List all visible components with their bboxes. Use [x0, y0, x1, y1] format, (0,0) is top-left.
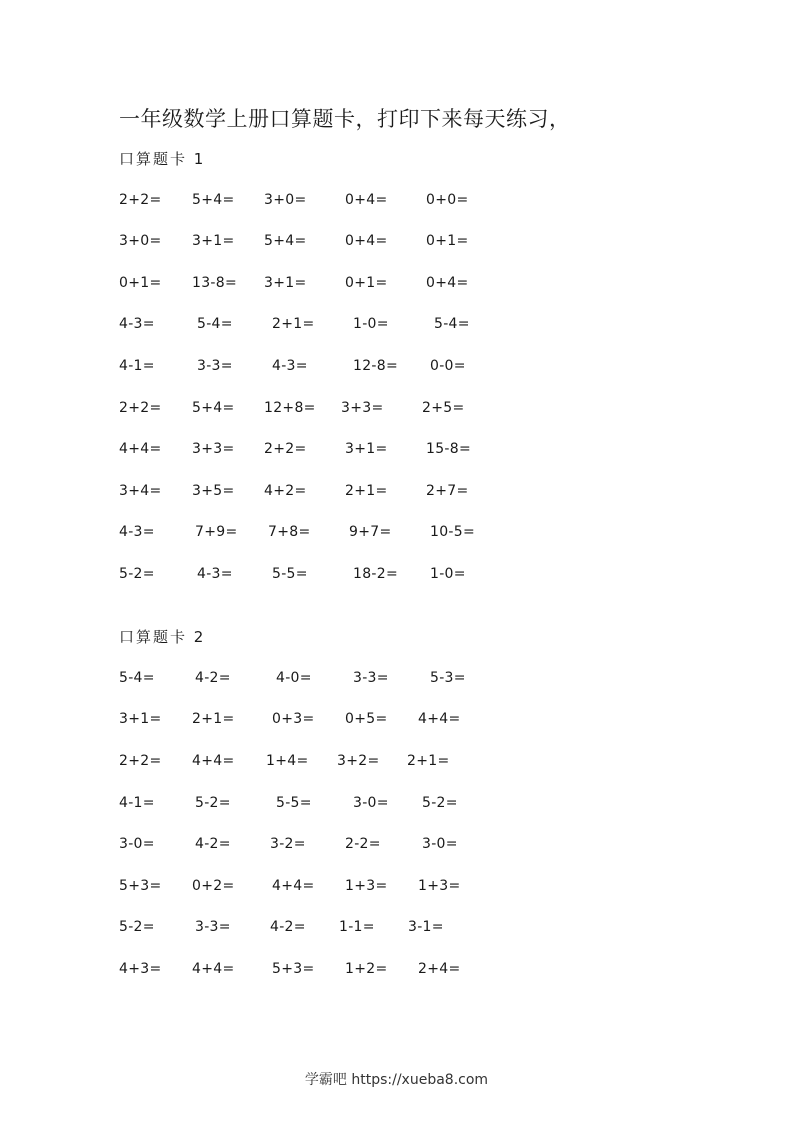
problem-item: 5-2= [195, 795, 231, 811]
problem-row [0, 563, 793, 585]
problem-item: 3+0= [119, 233, 162, 249]
problem-item: 0+4= [345, 233, 388, 249]
card-title: 口算题卡 1 [119, 150, 206, 168]
problem-item: 9+7= [349, 524, 392, 540]
problem-item: 2+2= [119, 753, 162, 769]
problem-item: 3-0= [353, 795, 389, 811]
footer-watermark: 学霸吧 https://xueba8.com [304, 1072, 489, 1088]
problem-row [0, 750, 793, 772]
problem-item: 18-2= [353, 566, 399, 582]
problem-row [0, 397, 793, 419]
problem-item: 3+3= [341, 400, 384, 416]
problem-item: 4+4= [192, 961, 235, 977]
problem-item: 2+2= [264, 441, 307, 457]
problem-item: 2+5= [422, 400, 465, 416]
problem-item: 3-1= [408, 919, 444, 935]
problem-item: 5+4= [192, 400, 235, 416]
problem-item: 4-3= [119, 524, 155, 540]
problem-item: 4-3= [197, 566, 233, 582]
problem-item: 2+2= [119, 192, 162, 208]
problem-item: 3+2= [337, 753, 380, 769]
problem-item: 4-2= [195, 670, 231, 686]
problem-item: 3-3= [197, 358, 233, 374]
problem-item: 4+4= [192, 753, 235, 769]
problem-row [0, 667, 793, 689]
problem-item: 3-2= [270, 836, 306, 852]
problem-row [0, 875, 793, 897]
problem-item: 0+0= [426, 192, 469, 208]
problem-item: 3-0= [119, 836, 155, 852]
problem-item: 2+1= [345, 483, 388, 499]
problem-item: 3+0= [264, 192, 307, 208]
problem-item: 2+7= [426, 483, 469, 499]
problem-item: 1-0= [353, 316, 389, 332]
problem-item: 2+4= [418, 961, 461, 977]
problem-item: 5-2= [422, 795, 458, 811]
problem-item: 4-1= [119, 795, 155, 811]
problem-item: 3+4= [119, 483, 162, 499]
problem-row [0, 916, 793, 938]
problem-item: 10-5= [430, 524, 476, 540]
problem-item: 5-5= [276, 795, 312, 811]
problem-item: 3+1= [345, 441, 388, 457]
problem-row [0, 230, 793, 252]
problem-item: 5+3= [272, 961, 315, 977]
problem-row [0, 189, 793, 211]
problem-item: 1+3= [345, 878, 388, 894]
problem-item: 12-8= [353, 358, 399, 374]
problem-row [0, 313, 793, 335]
problem-row [0, 708, 793, 730]
problem-row [0, 833, 793, 855]
problem-item: 3-3= [195, 919, 231, 935]
problem-item: 0-0= [430, 358, 466, 374]
problem-item: 4-1= [119, 358, 155, 374]
problem-item: 2-2= [345, 836, 381, 852]
problem-item: 4+3= [119, 961, 162, 977]
page-title: 一年级数学上册口算题卡，打印下来每天练习， [119, 107, 571, 131]
problem-item: 4-2= [270, 919, 306, 935]
problem-item: 1-0= [430, 566, 466, 582]
problem-item: 3+1= [264, 275, 307, 291]
problem-item: 0+4= [345, 192, 388, 208]
problem-item: 4+4= [272, 878, 315, 894]
problem-item: 2+2= [119, 400, 162, 416]
problem-row [0, 355, 793, 377]
problem-item: 2+1= [407, 753, 450, 769]
problem-item: 5+4= [264, 233, 307, 249]
problem-item: 5-4= [197, 316, 233, 332]
problem-item: 3+3= [192, 441, 235, 457]
problem-item: 0+2= [192, 878, 235, 894]
problem-item: 3-0= [422, 836, 458, 852]
problem-item: 5-5= [272, 566, 308, 582]
problem-item: 1+2= [345, 961, 388, 977]
problem-item: 4+2= [264, 483, 307, 499]
problem-item: 0+1= [345, 275, 388, 291]
problem-item: 5-2= [119, 919, 155, 935]
problem-item: 0+1= [426, 233, 469, 249]
problem-item: 1+3= [418, 878, 461, 894]
problem-row [0, 272, 793, 294]
problem-item: 4+4= [119, 441, 162, 457]
problem-item: 4-0= [276, 670, 312, 686]
problem-item: 5+4= [192, 192, 235, 208]
problem-item: 2+1= [192, 711, 235, 727]
problem-row [0, 438, 793, 460]
problem-item: 0+4= [426, 275, 469, 291]
problem-item: 0+5= [345, 711, 388, 727]
problem-item: 5-4= [434, 316, 470, 332]
problem-item: 4-2= [195, 836, 231, 852]
problem-item: 3+5= [192, 483, 235, 499]
problem-item: 12+8= [264, 400, 316, 416]
problem-item: 7+9= [195, 524, 238, 540]
card-title: 口算题卡 2 [119, 628, 206, 646]
problem-item: 5-2= [119, 566, 155, 582]
problem-item: 3-3= [353, 670, 389, 686]
problem-item: 7+8= [268, 524, 311, 540]
problem-item: 1+4= [266, 753, 309, 769]
problem-row [0, 792, 793, 814]
problem-row [0, 521, 793, 543]
problem-item: 4-3= [119, 316, 155, 332]
problem-item: 3+1= [192, 233, 235, 249]
problem-item: 0+1= [119, 275, 162, 291]
problem-item: 4-3= [272, 358, 308, 374]
problem-item: 5+3= [119, 878, 162, 894]
problem-item: 0+3= [272, 711, 315, 727]
problem-item: 5-4= [119, 670, 155, 686]
problem-item: 2+1= [272, 316, 315, 332]
problem-item: 5-3= [430, 670, 466, 686]
problem-row [0, 958, 793, 980]
problem-row [0, 480, 793, 502]
problem-item: 13-8= [192, 275, 238, 291]
problem-item: 3+1= [119, 711, 162, 727]
problem-item: 4+4= [418, 711, 461, 727]
problem-item: 15-8= [426, 441, 472, 457]
problem-item: 1-1= [339, 919, 375, 935]
